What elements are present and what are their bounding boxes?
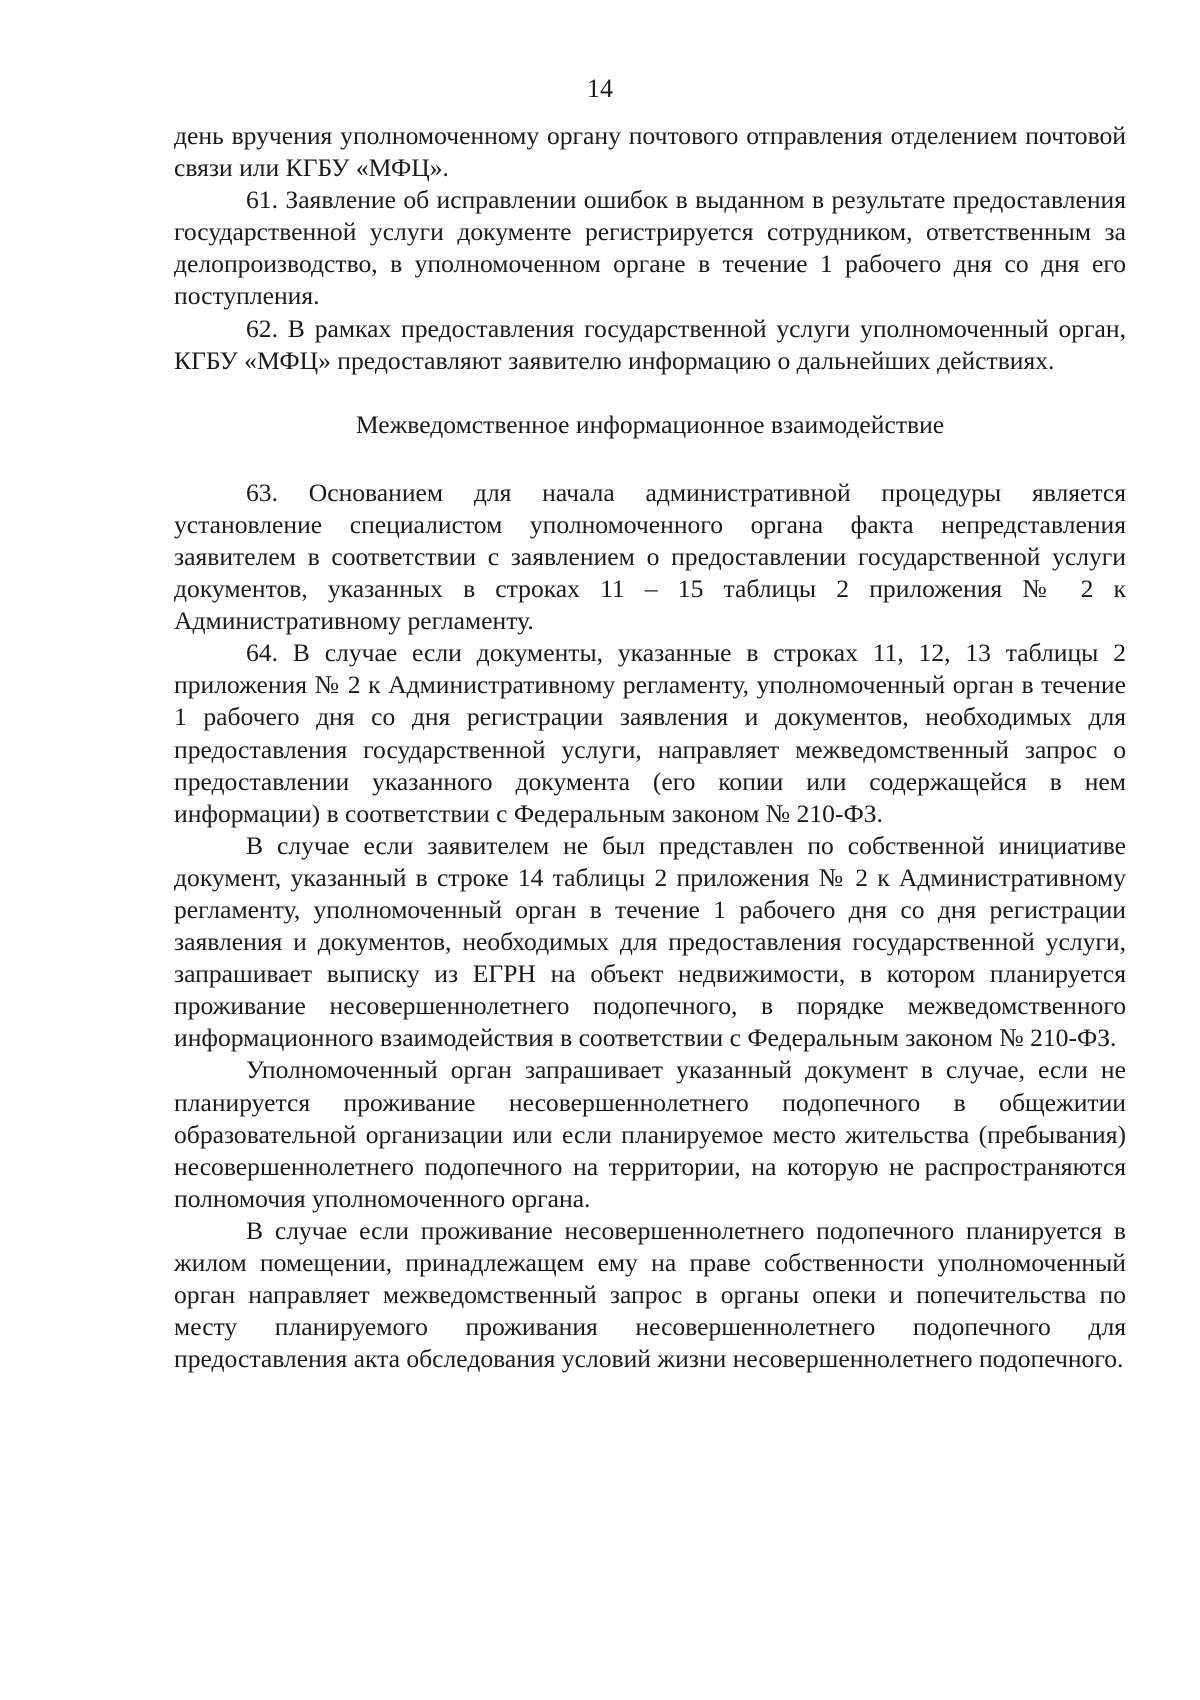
paragraph-62: 62. В рамках предоставления государственной услуги уполномоченный орган, КГБУ «МФЦ» предоставляют заявителю информацию о дальнейших действиях. <box>174 313 1126 375</box>
paragraph-61: 61. Заявление об исправлении ошибок в выданном в результате предоставления государственной услуги документе регистрируется сотрудником, ответственным за делопроизводство, в уполномоченном органе в течение 1 рабочего дня со дня его поступления. <box>174 185 1126 311</box>
paragraph-64-egrn: В случае если заявителем не был представлен по собственной инициативе документ, указанный в строке 14 таблицы 2 приложения № 2 к Административному регламенту, уполномоченный орган в течение 1 рабочего дня со дня регистрации заявления и документов, необходимых для предоставления государственной услуги, запрашивает выписку из ЕГРН на объект недвижимости, в котором планируется проживание несовершеннолетнего подопечного, в порядке межведомственного информационного взаимодействия в соответствии с Федеральным законом № 210-ФЗ. <box>174 830 1126 1053</box>
paragraph-63: 63. Основанием для начала административной процедуры является установление специалистом уполномоченного органа факта непредставления заявителем в соответствии с заявлением о предоставлении государственной услуги документов, указанных в строках 11 – 15 таблицы 2 приложения № 2 к Административному регламенту. <box>174 477 1126 636</box>
section-heading: Межведомственное информационное взаимодействие <box>355 409 945 439</box>
paragraph-continued: день вручения уполномоченному органу почтового отправления отделением почтовой связи или КГБУ «МФЦ». <box>174 121 1126 183</box>
paragraph-64-guardianship-request: В случае если проживание несовершеннолетнего подопечного планируется в жилом помещении, принадлежащем ему на праве собственности уполномоченный орган направляет межведомственный запрос в органы опеки и попечительства по месту планируемого проживания несовершеннолетнего подопечного для предоставления акта обследования условий жизни несовершеннолетнего подопечного. <box>174 1215 1126 1374</box>
paragraph-64-request-condition: Уполномоченный орган запрашивает указанный документ в случае, если не планируется проживание несовершеннолетнего подопечного в общежитии образовательной организации или если планируемое место жительства (пребывания) несовершеннолетнего подопечного на территории, на которую не распространяются полномочия уполномоченного органа. <box>174 1055 1126 1213</box>
page-number: 14 <box>587 74 613 103</box>
document-body <box>174 120 1126 1375</box>
paragraph-64: 64. В случае если документы, указанные в строках 11, 12, 13 таблицы 2 приложения № 2 к Административному регламенту, уполномоченный орган в течение 1 рабочего дня со дня регистрации заявления и документов, необходимых для предоставления государственной услуги, направляет межведомственный запрос о предоставлении указанного документа (его копии или содержащейся в нем информации) в соответствии с Федеральным законом № 210-ФЗ. <box>174 638 1126 828</box>
